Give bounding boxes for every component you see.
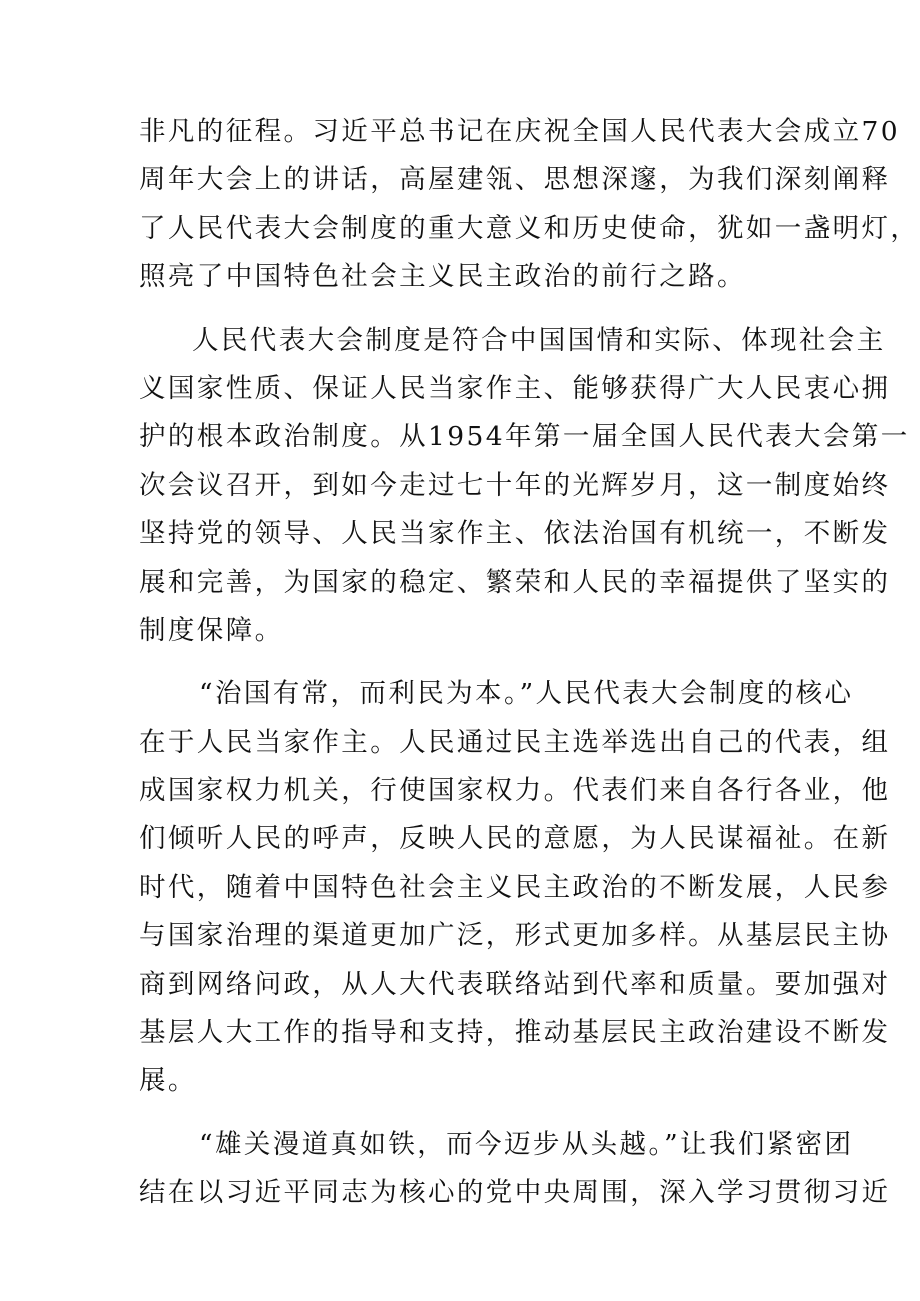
paragraph-4: [139, 1121, 891, 1218]
text-line: 坚持党的领导、人民当家作主、依法治国有机统一，不断发: [139, 518, 891, 550]
text-line: 制度保障。: [139, 614, 284, 646]
paragraph-1: [139, 108, 920, 302]
text-line: 展。: [139, 1065, 197, 1097]
document-body: [139, 108, 920, 1218]
text-line: 周年大会上的讲话，高屋建瓴、思想深邃，为我们深刻阐释: [139, 164, 891, 196]
text-line: 展和完善，为国家的稳定、繁荣和人民的幸福提供了坚实的: [139, 566, 891, 598]
text-line: 次会议召开，到如今走过七十年的光辉岁月，这一制度始终: [139, 469, 891, 501]
text-line: 时代，随着中国特色社会主义民主政治的不断发展，人民参: [139, 871, 891, 903]
paragraph-3: [139, 670, 891, 1106]
text-line: 们倾听人民的呼声，反映人民的意愿，为人民谋福祉。在新: [139, 823, 891, 855]
text-line: 与国家治理的渠道更加广泛，形式更加多样。从基层民主协: [139, 920, 891, 952]
paragraph-2: [139, 317, 910, 656]
text-line: 了人民代表大会制度的重大意义和历史使命，犹如一盏明灯，: [139, 212, 920, 244]
text-line: 义国家性质、保证人民当家作主、能够获得广大人民衷心拥: [139, 372, 891, 404]
text-line: 在于人民当家作主。人民通过民主选举选出自己的代表，组: [139, 726, 891, 758]
text-line: 成国家权力机关，行使国家权力。代表们来自各行各业，他: [139, 775, 891, 807]
text-line: 基层人大工作的指导和支持，推动基层民主政治建设不断发: [139, 1017, 891, 1049]
text-line: 商到网络问政，从人大代表联络站到代率和质量。要加强对: [139, 968, 891, 1000]
text-line: 结在以习近平同志为核心的党中央周围，深入学习贯彻习近: [139, 1177, 891, 1209]
text-line: 照亮了中国特色社会主义民主政治的前行之路。: [139, 261, 746, 293]
text-line: “治国有常，而利民为本。”人民代表大会制度的核心: [199, 678, 854, 710]
text-line: “雄关漫道真如铁，而今迈步从头越。”让我们紧密团: [199, 1128, 854, 1160]
text-line: 非凡的征程。习近平总书记在庆祝全国人民代表大会成立70: [139, 116, 901, 147]
text-line: 人民代表大会制度是符合中国国情和实际、体现社会主: [192, 324, 886, 356]
text-line: 护的根本政治制度。从1954年第一届全国人民代表大会第一: [139, 421, 910, 453]
